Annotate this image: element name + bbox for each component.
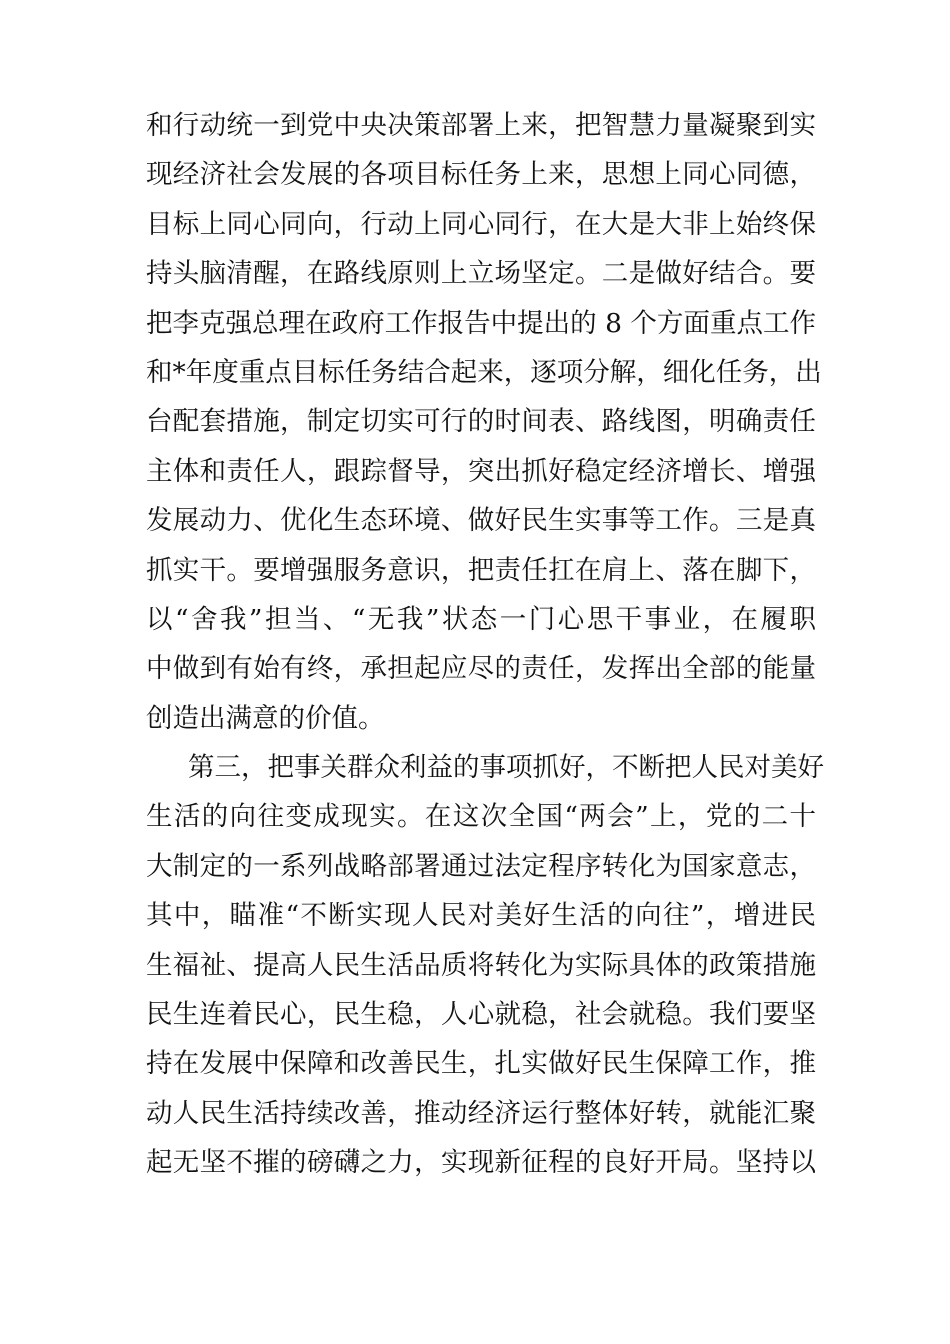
text-line: 生活的向往变成现实。在这次全国“两会”上，党的二十 xyxy=(146,801,816,833)
text-line: 其中，瞄准“不断实现人民对美好生活的向往”，增进民 xyxy=(146,900,816,932)
text-line: 台配套措施，制定切实可行的时间表、路线图，明确责任 xyxy=(146,406,816,438)
text-line: 和行动统一到党中央决策部署上来，把智慧力量凝聚到实 xyxy=(146,110,816,141)
paragraph-end-line: 创造出满意的价值。 xyxy=(146,702,385,734)
text-line: 持头脑清醒，在路线原则上立场坚定。二是做好结合。要 xyxy=(146,258,816,290)
document-body xyxy=(146,101,824,1188)
text-line: 和*年度重点目标任务结合起来，逐项分解，细化任务，出 xyxy=(146,356,822,388)
text-line: 以“舍我”担当、“无我”状态一门心思干事业，在履职 xyxy=(146,603,816,635)
text-line: 主体和责任人，跟踪督导，突出抓好稳定经济增长、增强 xyxy=(146,455,816,487)
text-line: 现经济社会发展的各项目标任务上来，思想上同心同德， xyxy=(146,159,816,191)
text-line: 起无坚不摧的磅礴之力，实现新征程的良好开局。坚持以 xyxy=(146,1147,816,1179)
text-line: 把李克强总理在政府工作报告中提出的 8 个方面重点工作 xyxy=(146,307,816,339)
text-line: 发展动力、优化生态环境、做好民生实事等工作。三是真 xyxy=(146,505,816,537)
text-line: 生福祉、提高人民生活品质将转化为实际具体的政策措施 xyxy=(146,949,816,981)
paragraph-start-line: 第三，把事关群众利益的事项抓好，不断把人民对美好 xyxy=(188,752,824,784)
text-line: 动人民生活持续改善，推动经济运行整体好转，就能汇聚 xyxy=(146,1097,816,1129)
text-line: 中做到有始有终，承担起应尽的责任，发挥出全部的能量 xyxy=(146,653,816,685)
text-line: 目标上同心同向，行动上同心同行，在大是大非上始终保 xyxy=(146,208,816,240)
text-line: 民生连着民心，民生稳，人心就稳，社会就稳。我们要坚 xyxy=(146,999,816,1031)
text-line: 抓实干。要增强服务意识，把责任扛在肩上、落在脚下， xyxy=(146,554,816,586)
text-line: 大制定的一系列战略部署通过法定程序转化为国家意志， xyxy=(146,850,816,882)
text-line: 持在发展中保障和改善民生，扎实做好民生保障工作，推 xyxy=(146,1048,816,1080)
